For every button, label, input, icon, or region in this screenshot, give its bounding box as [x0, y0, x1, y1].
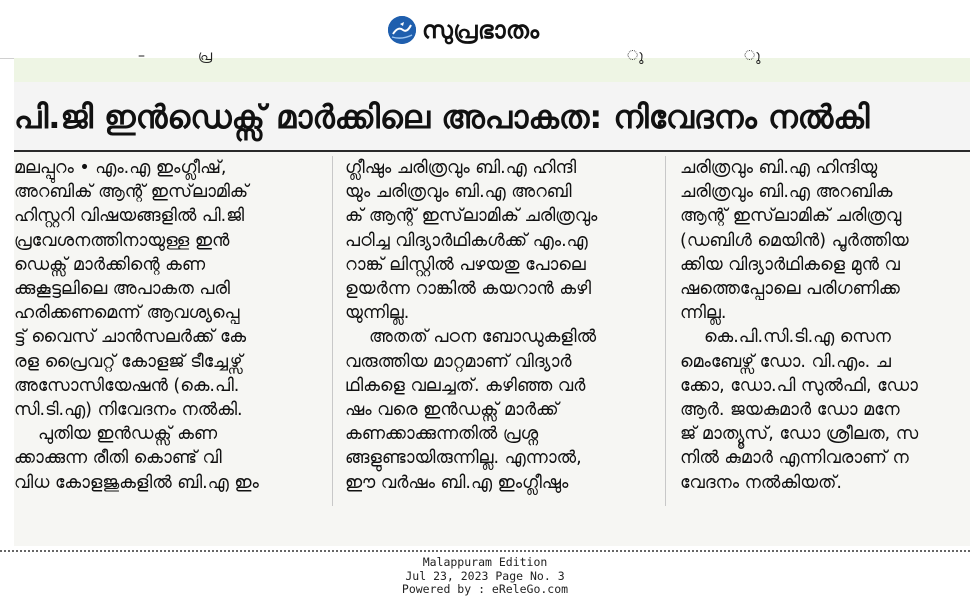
- column-line: ആർ. ജയകുമാർ ഡോ മനേ: [680, 400, 900, 421]
- footer-separator: [0, 550, 970, 552]
- column-line: ക്കാക്കുന്ന രീതി കൊണ്ട് വി: [14, 448, 222, 469]
- column-line: മെംബേഴ്സ് ഡോ. വി.എം. ച: [680, 351, 891, 372]
- edition-date-page: Jul 23, 2023 Page No. 3: [405, 568, 565, 583]
- column-line: യുന്നില്ല.: [345, 303, 410, 324]
- column-line: വിധ കോളജുകളിൽ ബി.എ ഇം: [14, 472, 259, 493]
- column-line: ഹരിക്കണമെന്ന് ആവശ്യപ്പെ: [14, 303, 240, 324]
- column-line: വേദനം നൽകിയത്.: [680, 472, 842, 493]
- column-line: ങ്ങളുണ്ടായിരുന്നില്ല. എന്നാൽ,: [345, 448, 582, 469]
- column-line: ആന്റ് ഇസ്‌ലാമിക് ചരിത്രവു: [680, 206, 902, 227]
- edition-footer: [0, 556, 970, 597]
- clip-fragment: –: [138, 48, 145, 64]
- masthead-header: [0, 0, 970, 59]
- column-line: രള പ്രൈവറ്റ് കോളജ് ടീച്ചേഴ്സ്: [14, 351, 243, 372]
- clip-fragment: ു: [744, 48, 761, 64]
- column-divider: [665, 156, 666, 506]
- article-column-1: [14, 156, 322, 495]
- column-line: ഡെക്സ് മാർക്കിന്റെ കണ: [14, 254, 206, 275]
- column-line: വരുത്തിയ മാറ്റമാണ് വിദ്യാർ: [345, 351, 572, 372]
- column-line: ക്കുകൂട്ടലിലെ അപാകത പരി: [14, 279, 230, 300]
- column-line: ചരിത്രവും ബി.എ അറബിക: [680, 182, 893, 203]
- edition-name: Malappuram Edition: [422, 555, 548, 569]
- adjacent-clip-strip: [14, 48, 970, 82]
- column-line: കണക്കാക്കുന്നതിൽ പ്രശ്ന: [345, 424, 539, 445]
- article-headline: പി.ജി ഇൻഡെക്സ് മാർക്കിലെ അപാകത: നിവേദനം നൽകി: [14, 98, 870, 136]
- column-line: (ഡബിൾ മെയിൻ) പൂർത്തിയ: [680, 230, 909, 251]
- column-line: അറബിക് ആന്റ് ഇസ്‌ലാമിക്: [14, 182, 249, 203]
- clip-fragment: ു: [627, 48, 644, 64]
- column-line: റാങ്ക് ലിസ്റ്റിൽ പഴയതു പോലെ: [345, 254, 586, 275]
- column-line: അതത് പഠന ബോഡുകളിൽ: [369, 327, 597, 348]
- column-line: ജ് മാത്യൂസ്, ഡോ ശ്രീലത, സ: [680, 424, 919, 445]
- column-line: അസോസിയേഷൻ (കെ.പി.: [14, 375, 240, 396]
- column-line: നിൽ കുമാർ എന്നിവരാണ് ന: [680, 448, 909, 469]
- article-column-3: [680, 156, 970, 495]
- column-line: ക്കോ, ഡോ.പി സുൽഫി, ഡോ: [680, 375, 918, 396]
- column-divider: [332, 156, 333, 506]
- column-line: ക്കിയ വിദ്യാർഥികളെ മുൻ വ: [680, 254, 900, 275]
- column-line: ഈ വർഷം ബി.എ ഇംഗ്ലീഷും: [345, 472, 569, 493]
- clip-fragment: പ്ര: [198, 48, 213, 64]
- column-line: സി.ടി.എ) നിവേദനം നൽകി.: [14, 400, 243, 421]
- column-line: പഠിച്ച വിദ്യാർഥികൾക്ക് എം.എ: [345, 230, 588, 251]
- column-line: ഷത്തെപ്പോലെ പരിഗണിക്ക: [680, 279, 900, 300]
- column-line: ന്നില്ല.: [680, 303, 727, 324]
- column-line: മലപ്പുറം • എം.എ ഇംഗ്ലീഷ്,: [14, 158, 227, 178]
- powered-by-link[interactable]: Powered by : eReleGo.com: [401, 582, 569, 597]
- column-line: ഉയർന്ന റാങ്കിൽ കയറാൻ കഴി: [345, 279, 592, 300]
- column-line: ഹിസ്റ്ററി വിഷയങ്ങളിൽ പി.ജി: [14, 206, 245, 227]
- article-column-2: [345, 156, 650, 495]
- column-line: ട്ട് വൈസ് ചാൻസലർക്ക് കേ: [14, 327, 247, 348]
- masthead-logo[interactable]: [388, 13, 540, 47]
- column-line: ചരിത്രവും ബി.എ ഹിന്ദിയു: [680, 158, 878, 178]
- column-line: യും ചരിത്രവും ബി.എ അറബി: [345, 182, 572, 203]
- column-line: ക് ആന്റ് ഇസ്‌ലാമിക് ചരിത്രവും: [345, 206, 598, 227]
- column-line: കെ.പി.സി.ടി.എ സെന: [704, 327, 891, 348]
- column-line: പ്രവേശനത്തിനായുള്ള ഇൻ: [14, 230, 230, 251]
- column-line: ഥികളെ വലച്ചത്. കഴിഞ്ഞ വർ: [345, 375, 586, 396]
- column-line: ഗ്ലീഷും ചരിത്രവും ബി.എ ഹിന്ദി: [345, 158, 577, 178]
- masthead-title: സുപ്രഭാതം: [422, 16, 540, 44]
- column-line: ഷം വരെ ഇൻഡക്സ് മാർക്ക്: [345, 400, 559, 421]
- globe-bird-logo-icon: [388, 16, 416, 44]
- column-line: പുതിയ ഇൻഡക്സ് കണ: [38, 424, 218, 445]
